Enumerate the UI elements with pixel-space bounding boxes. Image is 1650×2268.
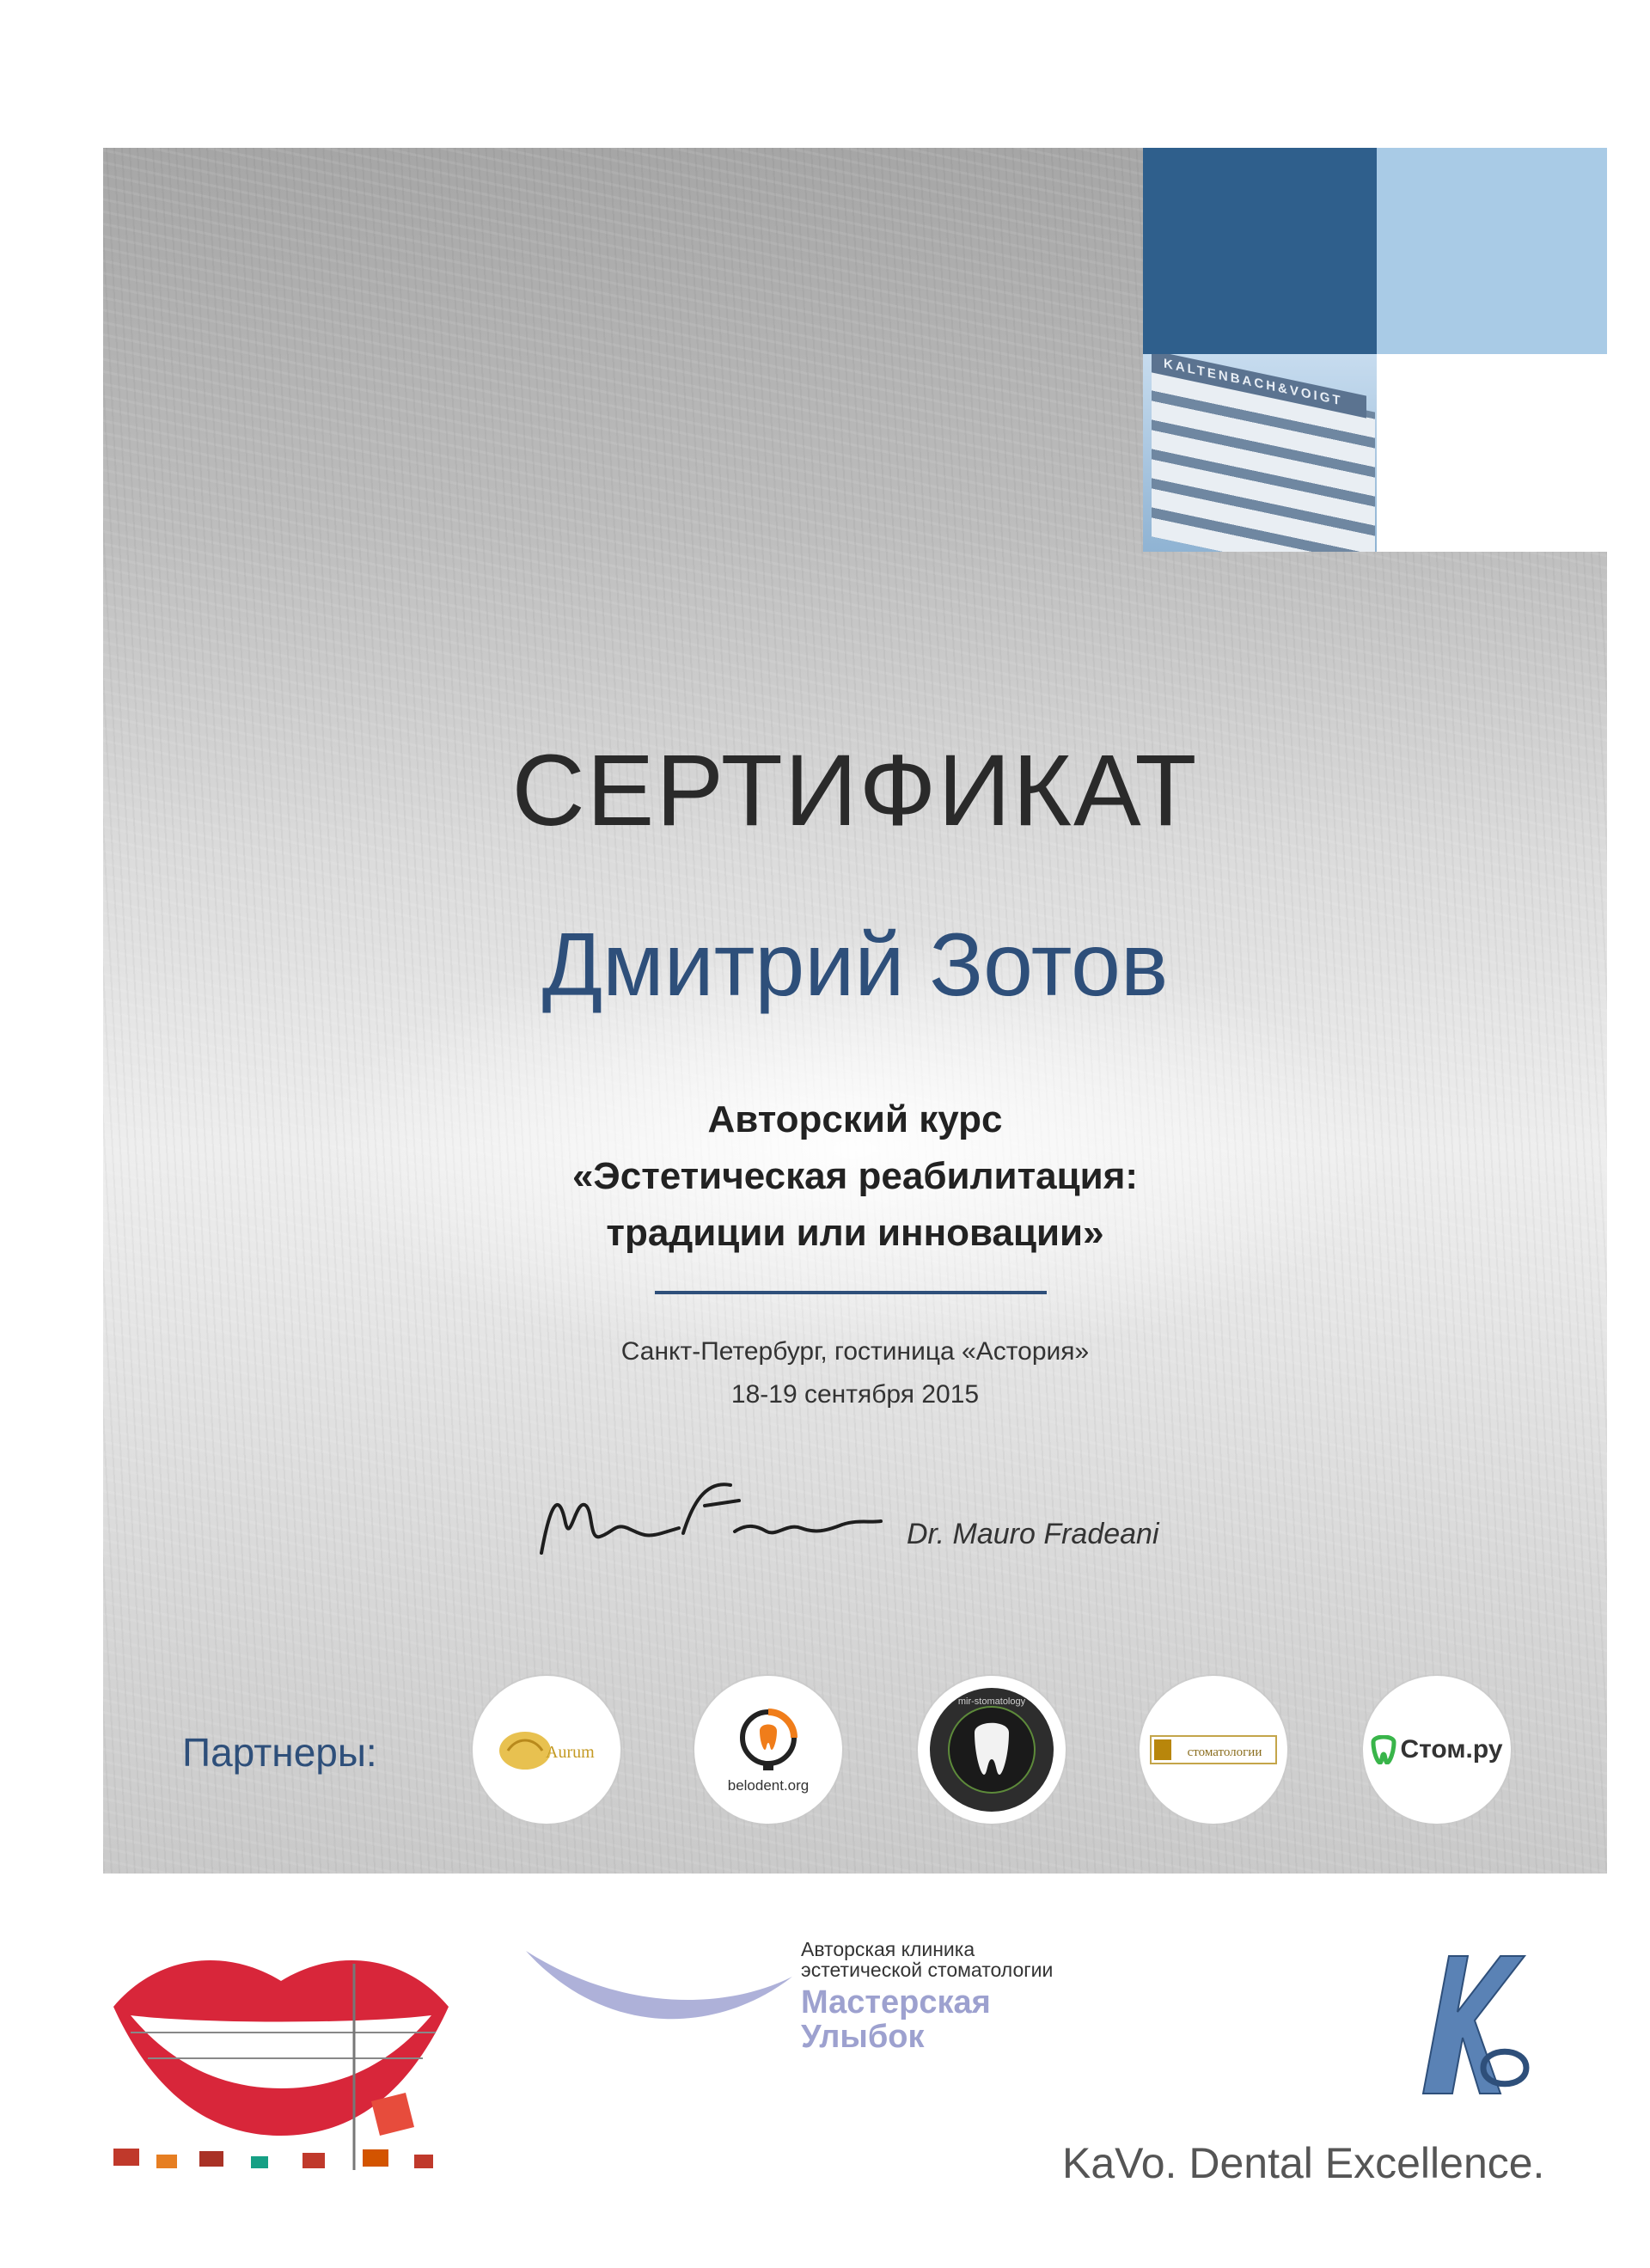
clinic-descriptor-line-1: Авторская клиника — [801, 1938, 975, 1960]
tooth-logo-icon — [927, 1685, 1056, 1814]
blue-square-light — [1377, 148, 1607, 354]
clinic-descriptor-line-2: эстетической стоматологии — [801, 1959, 1054, 1981]
belodent-label: belodent.org — [727, 1777, 810, 1794]
stomru-logo — [1371, 1735, 1502, 1764]
stomru-label: Стом.ру — [1400, 1735, 1503, 1764]
white-square — [1377, 354, 1607, 552]
recipient-name: Дмитрий Зотов — [541, 915, 1169, 1015]
signer-name: Dr. Mauro Fradeani — [907, 1518, 1159, 1550]
partners-label: Партнеры: — [182, 1730, 377, 1775]
blue-square-dark — [1143, 148, 1377, 354]
stomru-tooth-icon — [1371, 1735, 1396, 1764]
kavo-tagline: KaVo. Dental Excellence. — [1062, 2139, 1545, 2187]
building-photo — [1143, 354, 1377, 552]
aurum-text: Aurum — [546, 1743, 595, 1762]
aurum-logo-icon — [491, 1720, 602, 1780]
belodent-logo-icon — [734, 1705, 803, 1774]
journal-text: стоматологии — [1187, 1745, 1262, 1759]
course-line-3: традиции или инновации» — [606, 1212, 1104, 1254]
partner-aurum — [473, 1676, 620, 1824]
venue-dates: 18-19 сентября 2015 — [730, 1380, 980, 1409]
partner-belodent — [694, 1676, 842, 1824]
clinic-name-line-1: Мастерская — [801, 1984, 991, 2020]
partner-stomru — [1363, 1676, 1511, 1824]
journal-logo-icon — [1149, 1733, 1278, 1767]
certificate-title: СЕРТИФИКАТ — [511, 734, 1199, 847]
clinic-descriptor — [801, 1939, 1053, 1980]
signature-icon — [533, 1471, 894, 1566]
venue-block — [103, 1330, 1607, 1416]
venue-location: Санкт-Петербург, гостиница «Астория» — [620, 1337, 1090, 1366]
mir-stomatology-text: mir-stomatology — [957, 1696, 1026, 1707]
clinic-swoosh-icon — [526, 1942, 792, 2037]
partner-journal — [1140, 1676, 1287, 1824]
kavo-logo-icon — [1415, 1939, 1535, 2102]
divider-rule — [655, 1291, 1047, 1294]
clinic-name-line-2: Улыбок — [801, 2019, 925, 2055]
course-line-1: Авторский курс — [707, 1098, 1003, 1140]
certificate-panel — [103, 148, 1607, 1874]
building-sign: KALTENBACH&VOIGT — [1152, 354, 1366, 419]
course-title — [103, 1091, 1607, 1262]
partner-mir-stomatology — [918, 1676, 1066, 1824]
course-line-2: «Эстетическая реабилитация: — [571, 1155, 1139, 1197]
clinic-name — [801, 1985, 991, 2054]
lips-illustration-icon — [96, 1929, 474, 2187]
